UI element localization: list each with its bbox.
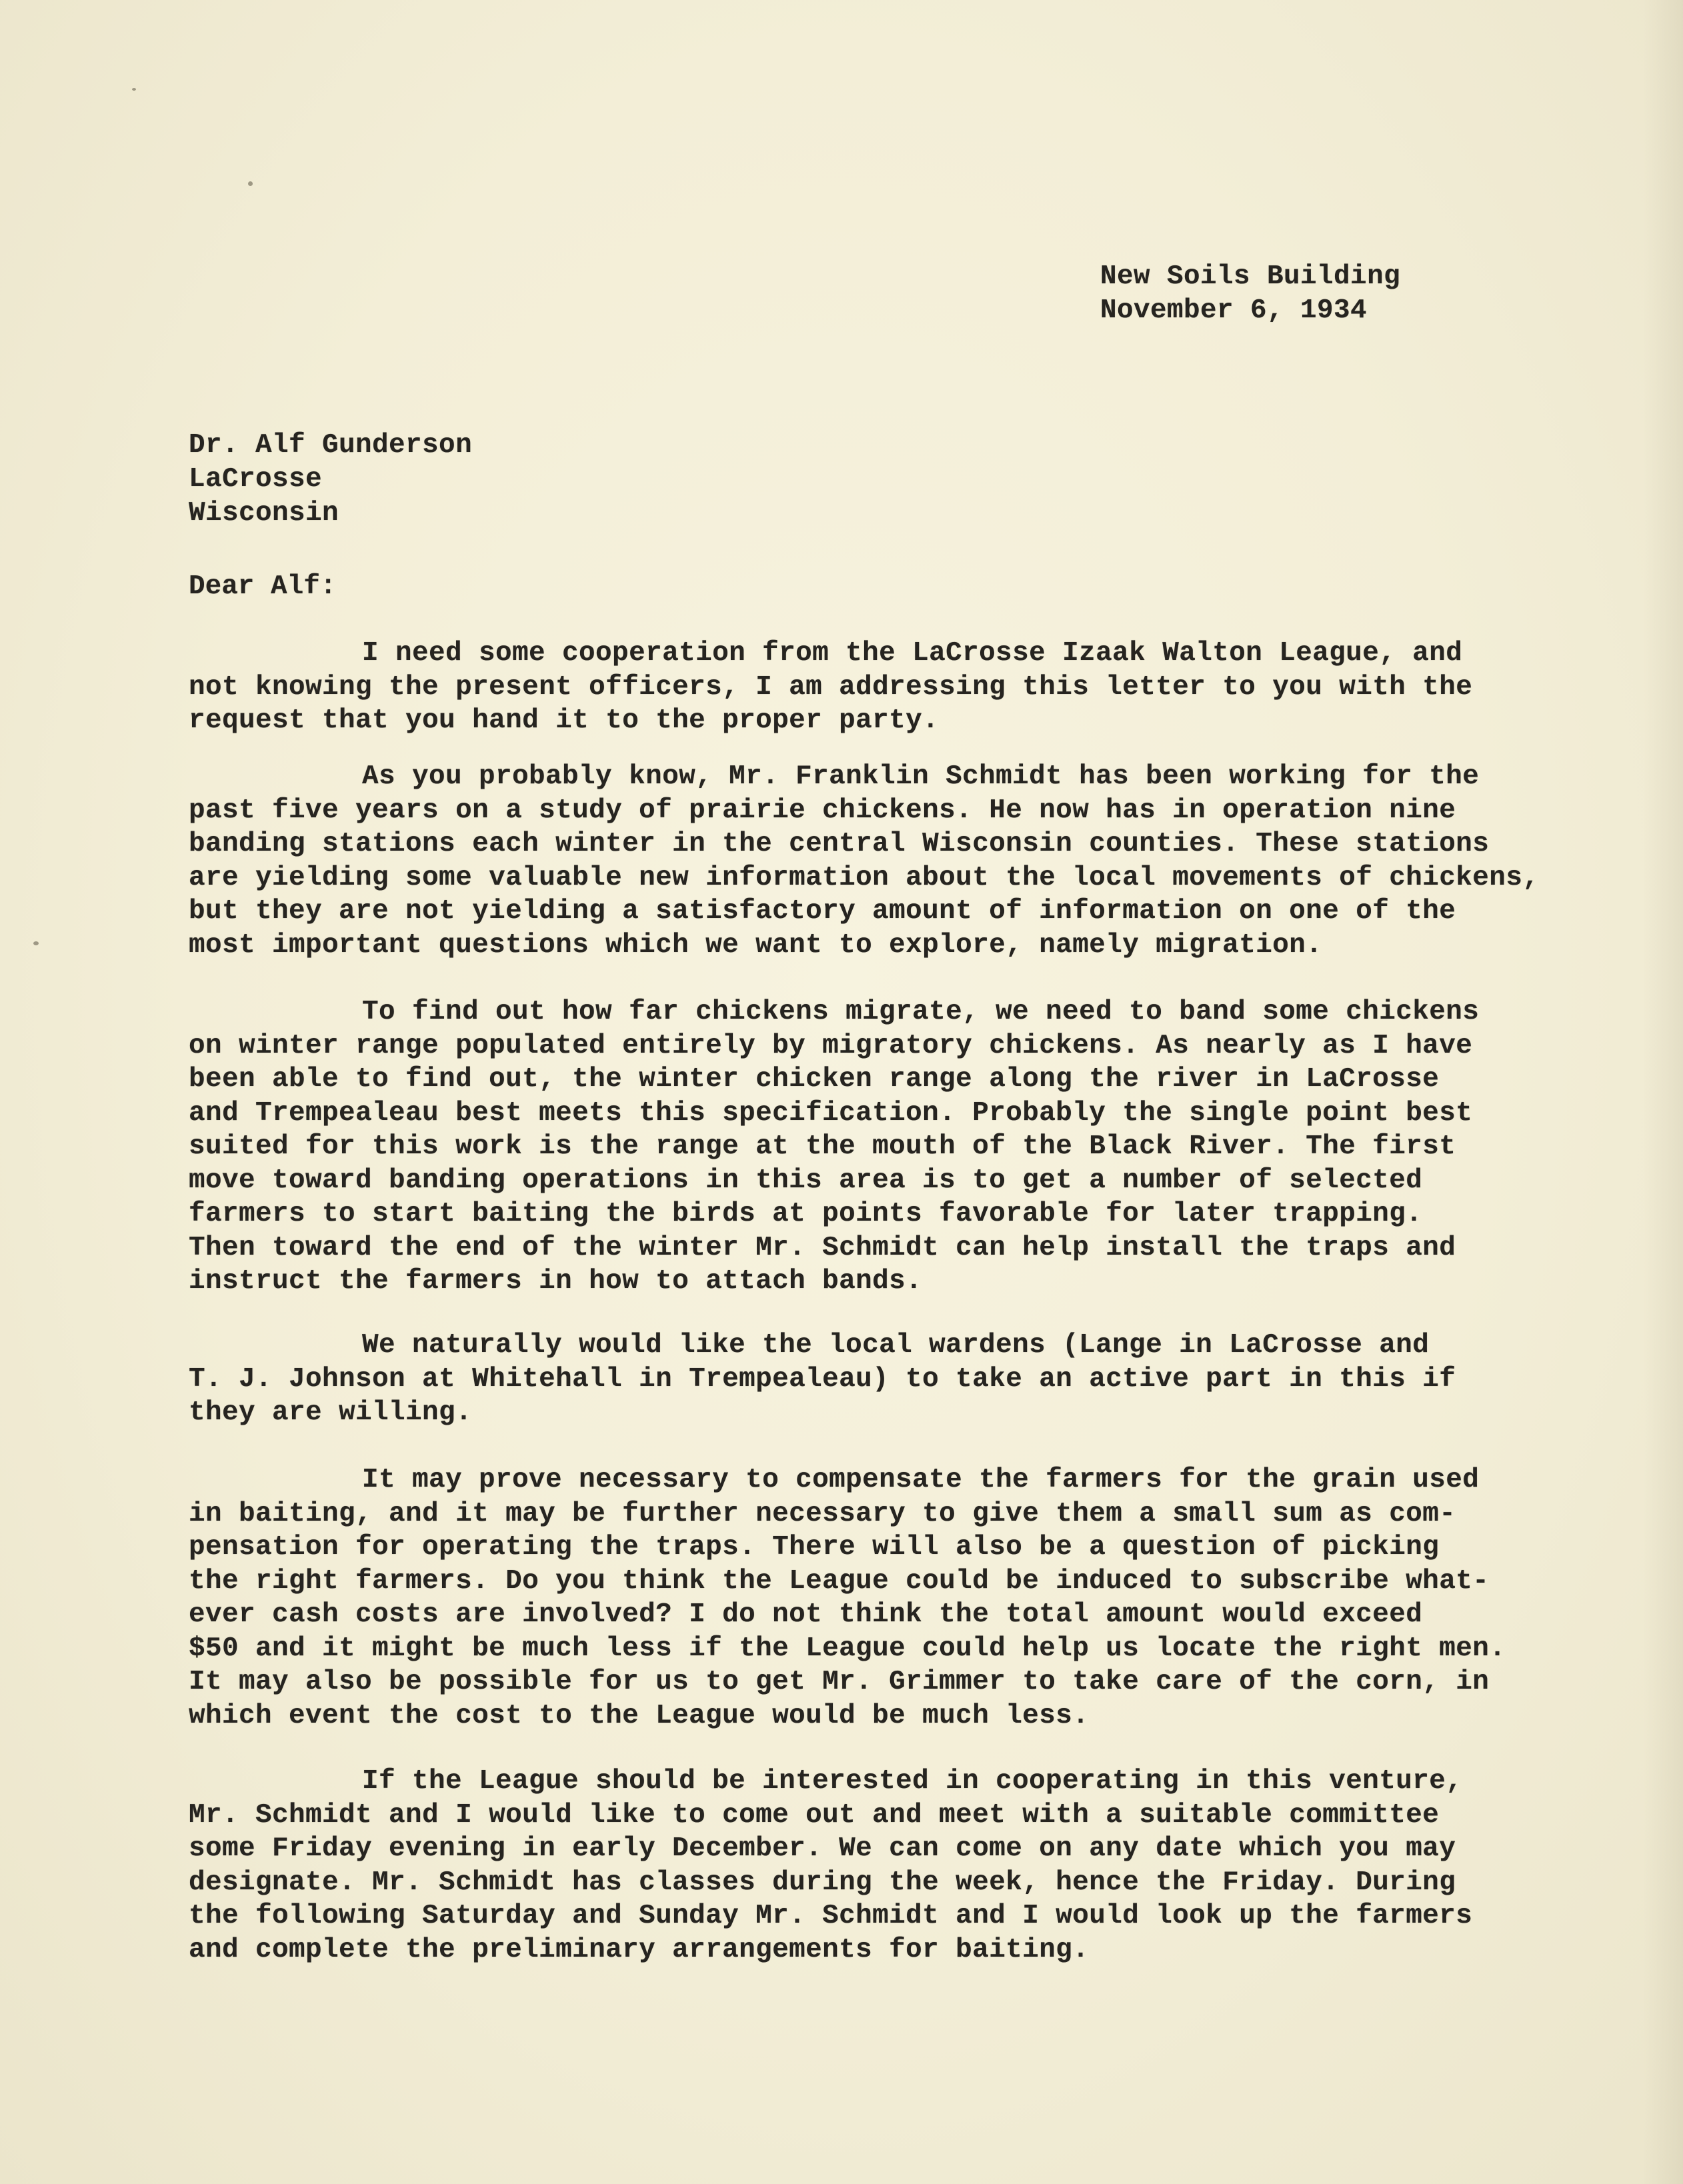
paragraph-line: in baiting, and it may be further necessary to give them a small sum as com- [189,1498,1456,1529]
paragraph-line: past five years on a study of prairie chickens. He now has in operation nine [189,795,1456,826]
recipient-name: Dr. Alf Gunderson [189,430,473,461]
paper-speck [132,88,136,91]
paragraph-line: request that you hand it to the proper party. [189,705,940,736]
paragraph-line: not knowing the present officers, I am addressing this letter to you with the [189,671,1473,703]
salutation: Dear Alf: [189,571,337,602]
paragraph-line: Mr. Schmidt and I would like to come out and meet with a suitable committee [189,1799,1440,1831]
paragraph-line: and complete the preliminary arrangements for baiting. [189,1934,1090,1965]
paper-speck [248,181,253,186]
paragraph-line: banding stations each winter in the central Wisconsin counties. These stations [189,829,1490,859]
paragraph-line: ever cash costs are involved? I do not think the total amount would exceed [189,1599,1423,1630]
paragraph-line: instruct the farmers in how to attach bands. [189,1266,923,1297]
paragraph-line: I need some cooperation from the LaCrosse Izaak Walton League, and [362,638,1463,669]
paragraph-line: are yielding some valuable new information about the local movements of chickens, [189,862,1540,893]
paragraph-line: designate. Mr. Schmidt has classes during the week, hence the Friday. During [189,1867,1456,1898]
paragraph-line: the following Saturday and Sunday Mr. Schmidt and I would look up the farmers [189,1901,1473,1931]
paragraph-line: Then toward the end of the winter Mr. Schmidt can help install the traps and [189,1232,1456,1263]
paragraph-line: some Friday evening in early December. We can come on any date which you may [189,1833,1456,1864]
paragraph-line: but they are not yielding a satisfactory amount of information on one of the [189,896,1456,927]
heading-location: New Soils Building [1100,261,1401,292]
heading-date: November 6, 1934 [1100,295,1368,326]
paragraph-line: We naturally would like the local wardens (Lange in LaCrosse and [362,1330,1430,1361]
recipient-state: Wisconsin [189,498,339,529]
paragraph-line: It may also be possible for us to get Mr. Grimmer to take care of the corn, in [189,1667,1490,1697]
paragraph-line: If the League should be interested in cooperating in this venture, [362,1766,1463,1797]
paper-edge-shading [1643,0,1683,2184]
paragraph-line: most important questions which we want to explore, namely migration. [189,929,1323,961]
paragraph-line: been able to find out, the winter chicken range along the river in LaCrosse [189,1064,1440,1095]
paragraph-line: the right farmers. Do you think the League could be induced to subscribe what- [189,1565,1490,1597]
paragraph-line: they are willing. [189,1397,473,1428]
paragraph-line: pensation for operating the traps. There will also be a question of picking [189,1532,1440,1563]
paragraph-line: on winter range populated entirely by migratory chickens. As nearly as I have [189,1030,1473,1061]
paragraph-line: farmers to start baiting the birds at points favorable for later trapping. [189,1199,1423,1229]
paragraph-line: It may prove necessary to compensate the farmers for the grain used [362,1465,1480,1495]
paper-speck [33,941,39,945]
paragraph-line: To find out how far chickens migrate, we need to band some chickens [362,997,1480,1027]
paragraph-line: move toward banding operations in this area is to get a number of selected [189,1165,1423,1196]
paragraph-line: T. J. Johnson at Whitehall in Trempealeau) to take an active part in this if [189,1363,1456,1395]
paragraph-line: which event the cost to the League would be much less. [189,1700,1090,1731]
recipient-city: LaCrosse [189,464,323,495]
paragraph-line: As you probably know, Mr. Franklin Schmidt has been working for the [362,761,1480,792]
paragraph-line: suited for this work is the range at the mouth of the Black River. The first [189,1131,1456,1162]
paragraph-line: $50 and it might be much less if the League could help us locate the right men. [189,1633,1506,1664]
paragraph-line: and Trempealeau best meets this specification. Probably the single point best [189,1097,1473,1129]
